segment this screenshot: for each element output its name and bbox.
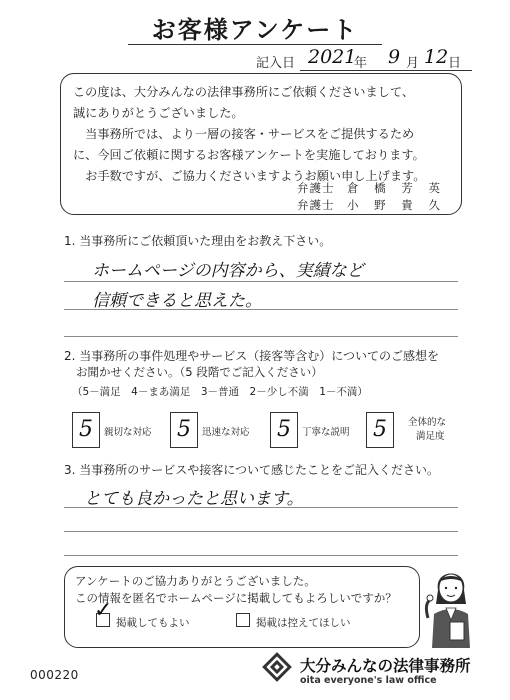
staff-illustration xyxy=(420,560,482,648)
date-day: 12 xyxy=(424,46,449,68)
date-label: 記入日 xyxy=(256,56,296,71)
date-day-unit: 日 xyxy=(448,56,462,71)
signatory-2 xyxy=(297,197,446,213)
intro-line: 誠にありがとうございました。 xyxy=(73,106,244,120)
rating-label-explanation: 丁寧な説明 xyxy=(302,427,350,438)
intro-box xyxy=(60,73,462,215)
q1-answer-line-1: ホームページの内容から、実績など xyxy=(92,261,364,281)
signatory-name: 小 野 貴 久 xyxy=(347,198,446,212)
intro-line: この度は、大分みんなの法律事務所にご依頼くださいまして、 xyxy=(73,85,415,99)
answer-rule xyxy=(64,336,458,337)
rating-box-speed[interactable] xyxy=(170,412,198,448)
date-line xyxy=(300,70,472,71)
rating-box-overall[interactable] xyxy=(366,412,394,448)
page-title: お客様アンケート xyxy=(151,16,359,44)
q3-question: 3. 当事務所のサービスや接客について感じたことをご記入ください。 xyxy=(64,463,440,477)
rating-label-overall-1: 全体的な xyxy=(408,417,447,428)
consent-no-label: 掲載は控えてほしい xyxy=(256,617,351,629)
brand-name: 大分みんなの法律事務所 xyxy=(300,657,471,675)
signatory-role: 弁護士 xyxy=(297,198,335,212)
intro-line: に、今回ご依頼に関するお客様アンケートを実施しております。 xyxy=(73,148,425,162)
rating-label-kindness: 親切な対応 xyxy=(104,427,152,438)
answer-rule xyxy=(64,281,458,282)
intro-line: 当事務所では、より一層の接客・サービスをご提供するため xyxy=(73,127,415,141)
answer-rule xyxy=(64,531,458,532)
q2-scale: （5－満足 4－まあ満足 3－普通 2－少し不満 1－不満） xyxy=(72,386,368,398)
q1-answer-line-2: 信頼できると思えた。 xyxy=(92,291,262,311)
intro-line: お手数ですが、ご協力くださいますようお願い申し上げます。 xyxy=(73,169,426,183)
q3-answer: とても良かったと思います。 xyxy=(84,489,304,509)
consent-line-2: この情報を匿名でホームページに掲載してもよろしいですか？ xyxy=(75,591,397,605)
date-year-unit: 年 xyxy=(354,56,368,71)
q1-question: 1. 当事務所にご依頼頂いた理由をお教え下さい。 xyxy=(64,234,332,248)
answer-rule xyxy=(64,555,458,556)
brand-subtitle: oita everyone's law office xyxy=(300,675,437,686)
rating-label-speed: 迅速な対応 xyxy=(202,427,250,438)
rating-value: 5 xyxy=(79,417,93,442)
consent-no-checkbox[interactable] xyxy=(236,613,250,627)
consent-yes-label: 掲載してもよい xyxy=(116,617,190,629)
rating-box-kindness[interactable] xyxy=(72,412,100,448)
rating-label-overall-2: 満足度 xyxy=(416,431,445,442)
consent-box xyxy=(64,566,420,648)
date-month-unit: 月 xyxy=(406,56,420,71)
intro-text xyxy=(73,82,449,187)
date-year: 2021 xyxy=(308,46,357,68)
date-month: 9 xyxy=(388,46,401,68)
q2-question: 2. 当事務所の事件処理やサービス（接客等含む）についてのご感想を xyxy=(64,349,440,363)
rating-box-explanation[interactable] xyxy=(270,412,298,448)
rating-value: 5 xyxy=(373,417,387,442)
title-underline xyxy=(128,44,382,45)
rating-value: 5 xyxy=(177,417,191,442)
answer-rule xyxy=(64,507,458,508)
q2-question-line-2: お聞かせください。（5 段階でご記入ください） xyxy=(76,365,323,379)
serial-number: 000220 xyxy=(30,668,79,682)
answer-rule xyxy=(64,309,458,310)
signatory-role: 弁護士 xyxy=(297,181,335,195)
entry-date xyxy=(246,46,476,72)
consent-line-1: アンケートのご協力ありがとうございました。 xyxy=(75,574,316,588)
signatory-name: 倉 橋 芳 英 xyxy=(347,181,446,195)
check-mark-icon: ✓ xyxy=(94,598,113,623)
signatory-1 xyxy=(297,180,446,196)
rating-value: 5 xyxy=(277,417,291,442)
law-office-logo-icon xyxy=(262,652,292,682)
